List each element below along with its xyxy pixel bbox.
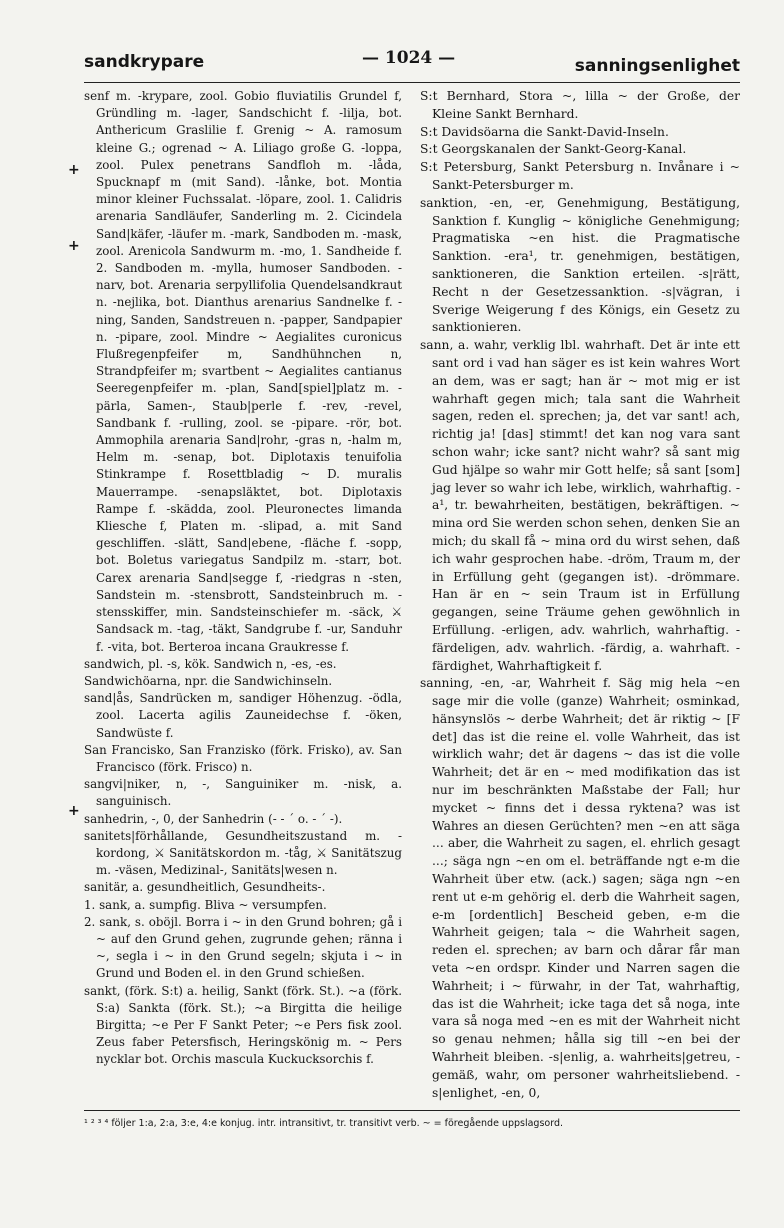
entry: sanitär, a. gesundheitlich, Gesundheits-. (84, 880, 326, 895)
margin-plus-mark: + (68, 803, 80, 819)
entry: senf m. -krypare, zool. Gobio fluviatilis Grundel f, Gründling m. -lager, Sandschicht f. -lilja, bot. Anthericum Graslilie f. Grenig ~ A. ramosum kleine G.; ogrenad ~ A. Liliago große G. -loppa, zool. Pulex penetrans Sandfloh m. -låda, Spucknapf m (mit Sand). -lånke, bot. Montia minor kleiner Fuchssalat. -löpare, zool. 1. Calidris arenaria Sandläufer, Sanderling m. 2. Cicindela Sand|käfer, -läufer m. -mark, Sandboden m. -mask, zool. Arenicola Sandwurm m. -mo, 1. Sandheide f. 2. Sandboden m. -mylla, humoser Sandboden. -narv, bot. Arenaria serpyllifolia Quendelsandkraut n. -nejlika, bot. Dianthus arenarius Sandnelke f. -ning, Sanden, Sandstreuen n. -papper, Sandpapier n. -pipare, zool. Mindre ~ Aegialites curonicus Flußregenpfeifer m, Sandhühnchen n, Strandpfeifer m; svartbent ~ Aegialites cantianus Seeregenpfeifer m. -plan, Sand[spiel]platz m. -pärla, Samen-, Staub|perle f. -rev, -revel, Sandbank f. -rulling, zool. se -pipare. -rör, bot. Ammophila arenaria Sand|rohr, -gras n, -halm m, Helm m. -senap, bot. Diplotaxis tenuifolia Stinkrampe f. Rosettbladig ~ D. muralis Mauerrampe. -senapsläktet, bot. Diplotaxis Rampe f. -skädda, zool. Pleuronectes limanda Kliesche f, Platen m. -slipad, a. mit Sand geschliffen. -slätt, Sand|ebene, -fläche f. -sopp, bot. Boletus variegatus Sandpilz m. -starr, bot. Carex arenaria Sand|segge f, -riedgras n -sten, Sandstein m. -stensbrott, Sandsteinbruch m. -stensskiffer, min. Sandsteinschiefer m. -säck, ⚔ Sandsack m. -tag, -täkt, Sandgrube f. -ur, Sanduhr f. -vita, bot. Berteroa incana Graukresse f. (84, 89, 402, 654)
entry: 1. sank, a. sumpfig. Bliva ~ versumpfen. (84, 897, 327, 912)
entry: sandwich, pl. -s, kök. Sandwich n, -es, -es. (84, 656, 337, 671)
entry: S:t Petersburg, Sankt Petersburg n. Invånare i ~ Sankt-Petersburger m. (420, 160, 740, 192)
header-last-word: sanningsenlighet (574, 56, 740, 76)
entry: sangvi|niker, n, -, Sanguiniker m. -nisk, a. sanguinisch. (84, 777, 402, 809)
entry: sand|ås, Sandrücken m, sandiger Höhenzug. -ödla, zool. Lacerta agilis Zauneidechse f. -öken, Sandwüste f. (84, 691, 402, 740)
left-column (84, 88, 402, 1069)
margin-plus-mark: + (68, 162, 80, 178)
entry: S:t Davidsöarna die Sankt-David-Inseln. (420, 124, 669, 139)
entry: sanktion, -en, -er, Genehmigung, Bestätigung, Sanktion f. Kunglig ~ königliche Genehmigung; Pragmatiska ~en hist. die Pragmatische Sanktion. -era¹, tr. genehmigen, bestätigen, sanktioneren, die Sanktion erteilen. -s|rätt, Recht n der Gesetzessanktion. -s|vägran, i Sverige Weigerung f des Königs, ein Gesetz zu sanktionieren. (420, 195, 740, 335)
entry: S:t Georgskanalen der Sankt-Georg-Kanal. (420, 142, 687, 157)
abbreviation-footer: ¹ ² ³ ⁴ följer 1:a, 2:a, 3:e, 4:e konjug. intr. intransitivt, tr. transitivt verb. ~ = föregående uppslagsord. (84, 1118, 564, 1129)
header-first-word: sandkrypare (84, 52, 205, 72)
page-number: — 1024 — (362, 48, 456, 68)
entry: 2. sank, s. oböjl. Borra i ~ in den Grund bohren; gå i ~ auf den Grund gehen, zugrunde gehen; ränna i ~, segla i ~ in den Grund segeln; skjuta i ~ in Grund und Boden el. in den Grund schießen. (84, 914, 402, 981)
entry: sanhedrin, -, 0, der Sanhedrin (- - ´ o. - ´ -). (84, 811, 343, 826)
entry: Sandwichöarna, npr. die Sandwichinseln. (84, 673, 333, 688)
entry: S:t Bernhard, Stora ~, lilla ~ der Große, der Kleine Sankt Bernhard. (420, 89, 740, 121)
header-rule (84, 82, 740, 83)
margin-plus-mark: + (68, 238, 80, 254)
entry: sankt, (förk. S:t) a. heilig, Sankt (förk. St.). ~a (förk. S:a) Sankta (förk. St.); ~a Birgitta die heilige Birgitta; ~e Per F Sankt Peter; ~e Pers fisk zool. Zeus faber Petersfisch, Heringskönig m. ~ Pers nycklar bot. Orchis mascula Kuckucksorchis f. (84, 983, 402, 1067)
entry: sann, a. wahr, verklig lbl. wahrhaft. Det är inte ett sant ord i vad han säger es ist kein wahres Wort an dem, was er sagt; han är ~ mot mig er ist wahrhaft gegen mich; tala sant die Wahrheit sagen, reden el. sprechen; ja, det var sant! ach, richtig ja! [das] stimmt! det kan nog vara sant schon wahr; icke sant? nicht wahr? så sant mig Gud hjälpe so wahr mir Gott helfe; så sant [som] jag lever so wahr ich lebe, wirklich, wahrhaftig. -a¹, tr. bewahrheiten, bestätigen, bekräftigen. ~ mina ord Sie werden schon sehen, denken Sie an mich; du skall få ~ mina ord du wirst sehen, daß ich wahr gesprochen habe. -dröm, Traum m, der in Erfüllung geht (gegangen ist). -drömmare. Han är en ~ sein Traum ist in Erfüllung gegangen, seine Träume gehen gewöhnlich in Erfüllung. -erligen, adv. wahrlich, wahrhaftig. -färdeligen, adv. wahrlich. -färdig, a. wahrhaft. -färdighet, Wahrhaftigkeit f. (420, 338, 740, 673)
footer-rule (84, 1110, 740, 1111)
entry: sanitets|förhållande, Gesundheitszustand m. -kordong, ⚔ Sanitätskordon m. -tåg, ⚔ Sanitätszug m. -väsen, Medizinal-, Sanitäts|wesen n. (84, 828, 402, 878)
entry: sanning, -en, -ar, Wahrheit f. Säg mig hela ~en sage mir die volle (ganze) Wahrheit; osminkad, hänsynslös ~ derbe Wahrheit; det är riktig ~ [F det] das ist die reine el. volle Wahrheit, das ist wirklich wahr; det är dagens ~ das ist die volle Wahrheit; det är en ~ med modifikation das ist nur im beschränkten Maßstabe der Fall; hur mycket ~ finns det i dessa ryktena? was ist Wahres an diesen Gerüchten? men ~en att säga ... aber, die Wahrheit zu sagen, el. ehrlich gesagt ...; säga ngn ~en om el. beträffande ngt e-m die Wahrheit über etw. (ack.) sagen; säga ngn ~en rent ut e-m gehörig el. derb die Wahrheit sagen, e-m [ordentlich] Bescheid geben, e-m die Wahrheit geigen; tala ~ die Wahrheit sagen, reden el. sprechen; av barn och dårar får man veta ~en ordspr. Kinder und Narren sagen die Wahrheit; i ~ fürwahr, in der Tat, wahrhaftig, das ist die Wahrheit; icke taga det så noga, inte vara så noga med ~en es mit der Wahrheit nicht so genau nehmen; hålla sig till ~en bei der Wahrheit bleiben. -s|enlig, a. wahrheits|getreu, -gemäß, wahr, om personer wahrheitsliebend. -s|enlighet, -en, 0, (420, 676, 740, 1100)
entry: San Francisko, San Franzisko (förk. Frisko), av. San Francisco (förk. Frisco) n. (84, 742, 402, 774)
right-column (420, 88, 740, 1102)
running-header (84, 40, 740, 74)
